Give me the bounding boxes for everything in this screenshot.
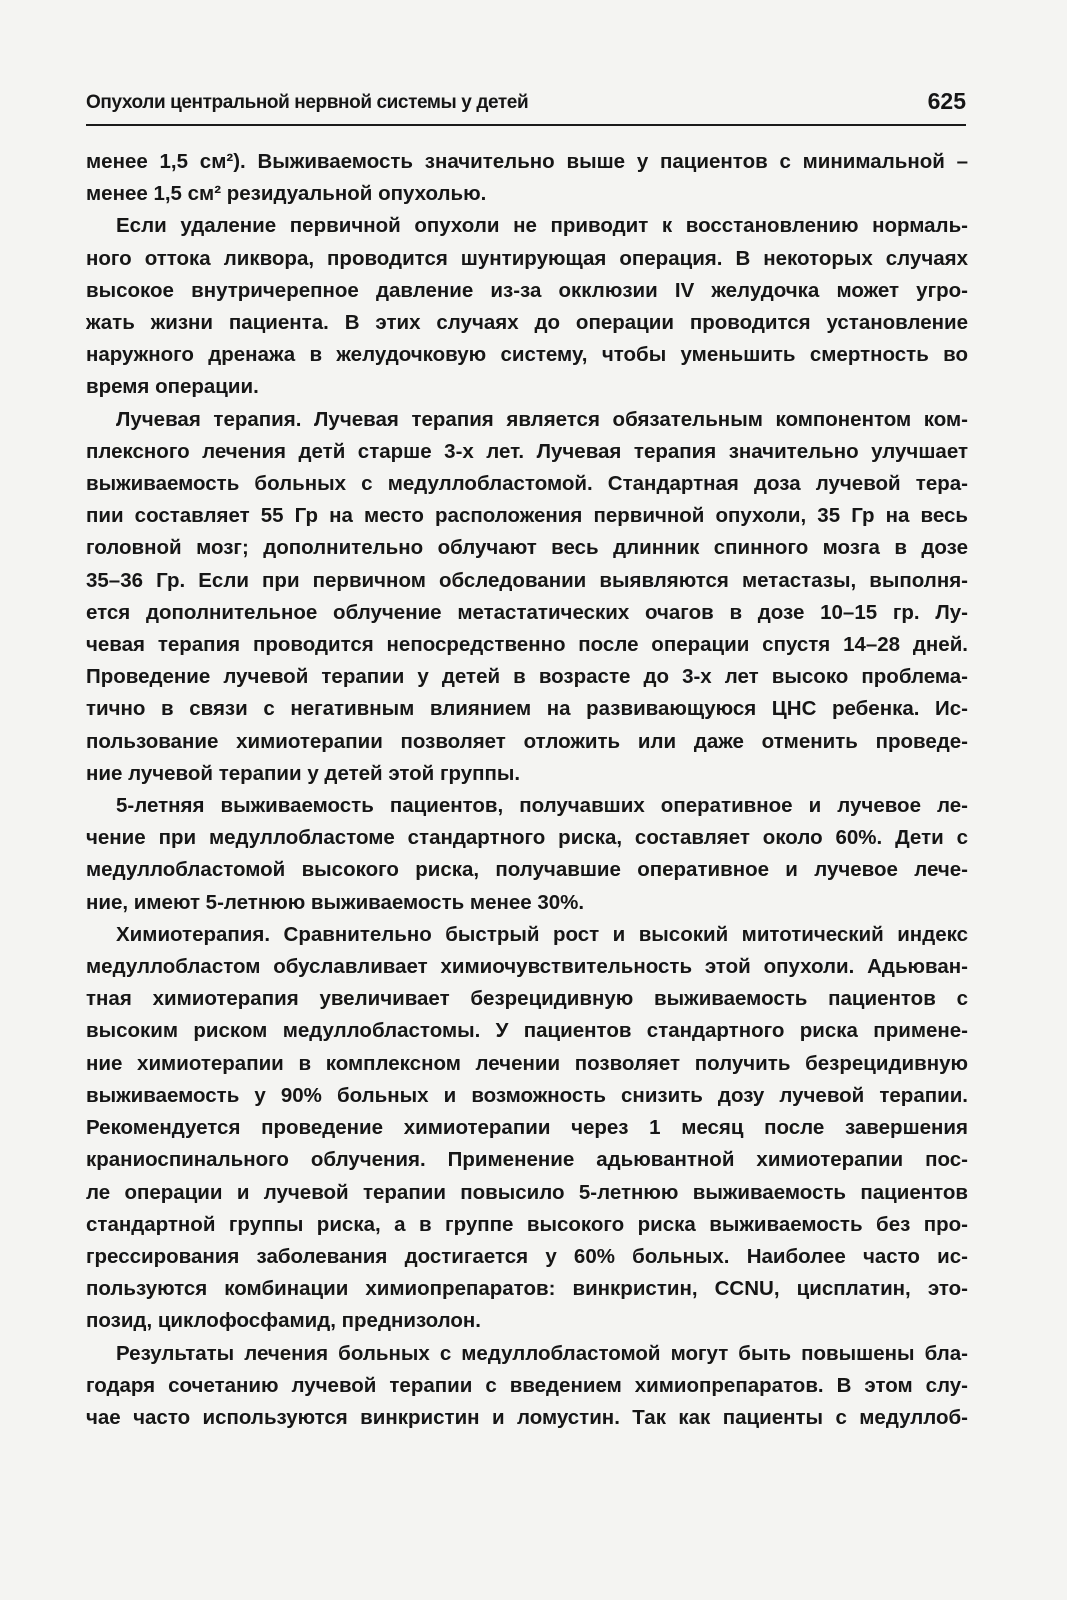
header-rule (86, 124, 966, 126)
text-line: ние химиотерапии в комплексном лечении позволяет получить безрецидивную (86, 1051, 968, 1075)
text-line: 35–36 Гр. Если при первичном обследовании выявляются метастазы, выполня- (86, 568, 968, 592)
page-number: 625 (927, 88, 966, 114)
paragraph-treatment-results (86, 1338, 968, 1435)
text-line: Результаты лечения больных с медуллобластомой могут быть повышены бла- (116, 1341, 968, 1365)
text-line: чение при медуллобластоме стандартного риска, составляет около 60%. Дети с (86, 826, 968, 850)
text-line: высоким риском медуллобластомы. У пациентов стандартного риска примене- (86, 1019, 968, 1043)
text-line: выживаемость больных с медуллобластомой. Стандартная доза лучевой тера- (86, 472, 968, 496)
text-line (86, 919, 968, 951)
paragraph-residual-tumor (86, 146, 968, 210)
text-line: менее 1,5 см²). Выживаемость значительно выше у пациентов с минимальной – (86, 150, 968, 173)
text-line-rest: Лучевая терапия является обязательным компонентом ком- (301, 407, 968, 431)
paragraph-survival-rates (86, 790, 968, 919)
paragraph-shunt-operation (86, 210, 968, 403)
text-line: наружного дренажа в желудочковую систему, чтобы уменьшить смертность во (86, 343, 968, 367)
text-line: позид, циклофосфамид, преднизолон. (86, 1309, 481, 1333)
text-line: ние, имеют 5-летнюю выживаемость менее 30%. (86, 890, 585, 914)
text-line: пии составляет 55 Гр на место расположения первичной опухоли, 35 Гр на весь (86, 504, 968, 528)
text-line: головной мозг; дополнительно облучают весь длинник спинного мозга в дозе (86, 536, 968, 560)
text-line: плексного лечения детй старше 3-х лет. Лучевая терапия значительно улучшает (86, 439, 968, 463)
text-line: чае часто используются винкристин и ломустин. Так как пациенты с медуллоб- (86, 1405, 968, 1429)
text-line: высокое внутричерепное давление из-за окклюзии IV желудочка может угро- (86, 278, 968, 302)
text-line: медуллобластом обуславливает химиочувствительность этой опухоли. Адьюван- (86, 955, 968, 979)
body-text (86, 146, 968, 1434)
text-line: пользование химиотерапии позволяет отложить или даже отменить проведе- (86, 729, 968, 753)
text-line (86, 404, 968, 436)
text-line: Рекомендуется проведение химиотерапии через 1 месяц после завершения (86, 1116, 968, 1140)
text-line: ние лучевой терапии у детей этой группы. (86, 761, 521, 785)
text-line: стандартной группы риска, а в группе высокого риска выживаемость без про- (86, 1212, 968, 1236)
text-line: ле операции и лучевой терапии повысило 5-летнюю выживаемость пациентов (86, 1180, 968, 1204)
text-line: время операции. (86, 375, 259, 399)
text-line: Проведение лучевой терапии у детей в возрасте до 3-х лет высоко проблема- (86, 665, 968, 689)
text-line: грессирования заболевания достигается у 60% больных. Наиболее часто ис- (86, 1244, 968, 1268)
text-line: медуллобластомой высокого риска, получавшие оперативное и лучевое лече- (86, 858, 968, 882)
text-line: жать жизни пациента. В этих случаях до операции проводится установление (86, 311, 968, 335)
running-head (86, 88, 966, 124)
text-line-rest: Сравнительно быстрый рост и высокий митотический индекс (270, 922, 968, 946)
text-line: годаря сочетанию лучевой терапии с введением химиопрепаратов. В этом слу- (86, 1373, 968, 1397)
section-lead-chemotherapy: Химиотерапия. (116, 922, 271, 946)
text-line: ного оттока ликвора, проводится шунтирующая операция. В некоторых случаях (86, 246, 968, 270)
paragraph-chemotherapy (86, 919, 968, 1338)
text-line: менее 1,5 см² резидуальной опухолью. (86, 182, 487, 206)
section-lead-radiation: Лучевая терапия. (116, 407, 302, 431)
text-line: чевая терапия проводится непосредственно после операции спустя 14–28 дней. (86, 633, 968, 657)
running-title: Опухоли центральной нервной системы у детей (86, 92, 529, 113)
text-line: 5-летняя выживаемость пациентов, получавших оперативное и лучевое ле- (116, 794, 968, 818)
text-line: Если удаление первичной опухоли не приводит к восстановлению нормаль- (116, 214, 968, 238)
text-line: выживаемость у 90% больных и возможность снизить дозу лучевой терапии. (86, 1083, 968, 1107)
text-line: краниоспинального облучения. Применение адьювантной химиотерапии пос- (86, 1148, 968, 1172)
text-line: пользуются комбинации химиопрепаратов: винкристин, CCNU, цисплатин, это- (86, 1277, 968, 1301)
text-line: ется дополнительное облучение метастатических очагов в дозе 10–15 гр. Лу- (86, 600, 968, 624)
text-line: тично в связи с негативным влиянием на развивающуюся ЦНС ребенка. Ис- (86, 697, 968, 721)
paragraph-radiation-therapy (86, 404, 968, 790)
text-line: тная химиотерапия увеличивает безрецидивную выживаемость пациентов с (86, 987, 968, 1011)
